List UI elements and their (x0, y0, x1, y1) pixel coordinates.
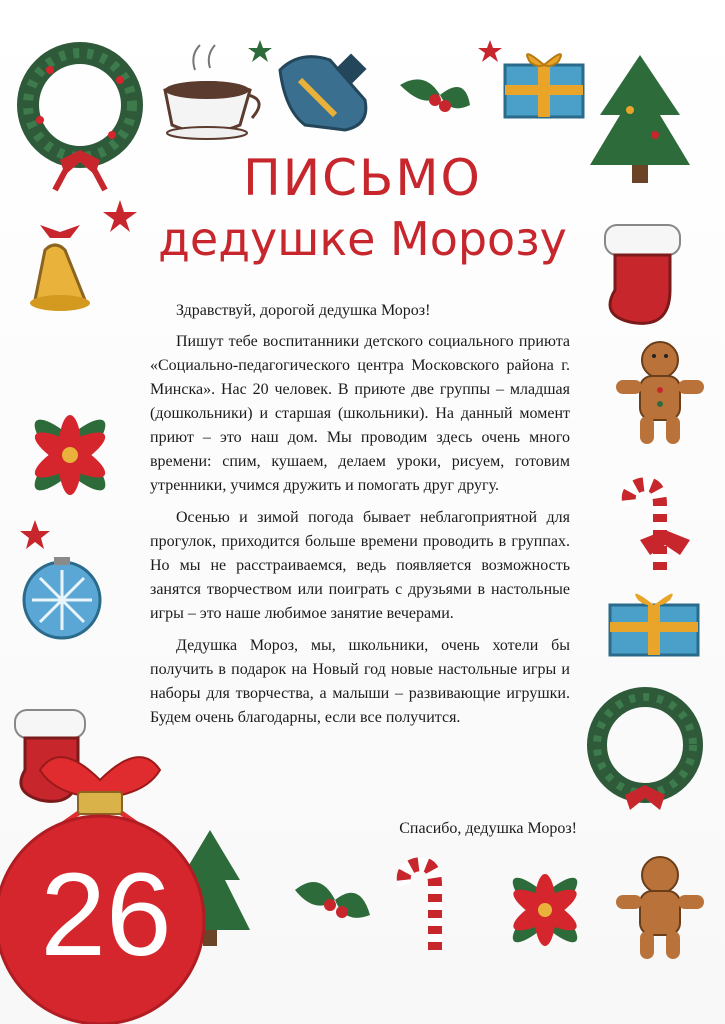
holly-icon (295, 882, 370, 918)
poinsettia-icon (26, 411, 114, 499)
letter-subtitle: дедушке Морозу (158, 212, 567, 266)
bauble-icon (24, 557, 100, 638)
candy-cane-icon (629, 484, 690, 570)
badge-number: 26 (40, 849, 172, 981)
poinsettia-icon (505, 870, 584, 949)
letter-paragraph: Дедушка Мороз, мы, школьники, очень хотели бы получить в подарок на Новый год новые настольные игры и наборы для творчества, а малыши – развивающие игрушки. Будем очень благодарны, если все получится. (150, 637, 570, 726)
gingerbread-man-icon (616, 342, 704, 444)
letter-paragraph: Осенью и зимой погода бывает неблагоприятной для прогулок, приходится больше времени проводить в группах. Но мы не расстраиваемся, ведь появляется возможность занятся творчеством или поиграть с друзьями в настольные игры – это наше любимое занятие вечерами. (150, 509, 570, 622)
gift-box-icon (505, 54, 583, 117)
mitten-icon (280, 53, 367, 130)
letter-body (150, 330, 570, 738)
wreath-icon (597, 697, 693, 810)
gift-box-icon (610, 594, 698, 655)
coffee-cup-icon (165, 45, 259, 139)
candy-cane-icon (404, 864, 435, 950)
holly-icon (400, 79, 470, 112)
gingerbread-man-icon (616, 857, 704, 959)
letter-closing: Спасибо, дедушка Мороз! (399, 820, 577, 837)
letter-title: ПИСЬМО (243, 149, 482, 207)
letter-paragraph: Пишут тебе воспитанники детского социального приюта «Социально-педагогического центра Московского района г. Минска». Нас 20 человек. В приюте две группы – младшая (дошкольники) и старшая (школьники). На данный момент приют – это наш дом. Мы проводим здесь очень много времени: спим, кушаем, делаем уроки, рисуем, готовим утренники, учимся дружить и помогать друг другу. (150, 333, 570, 494)
letter-greeting: Здравствуй, дорогой дедушка Мороз! (176, 302, 431, 319)
